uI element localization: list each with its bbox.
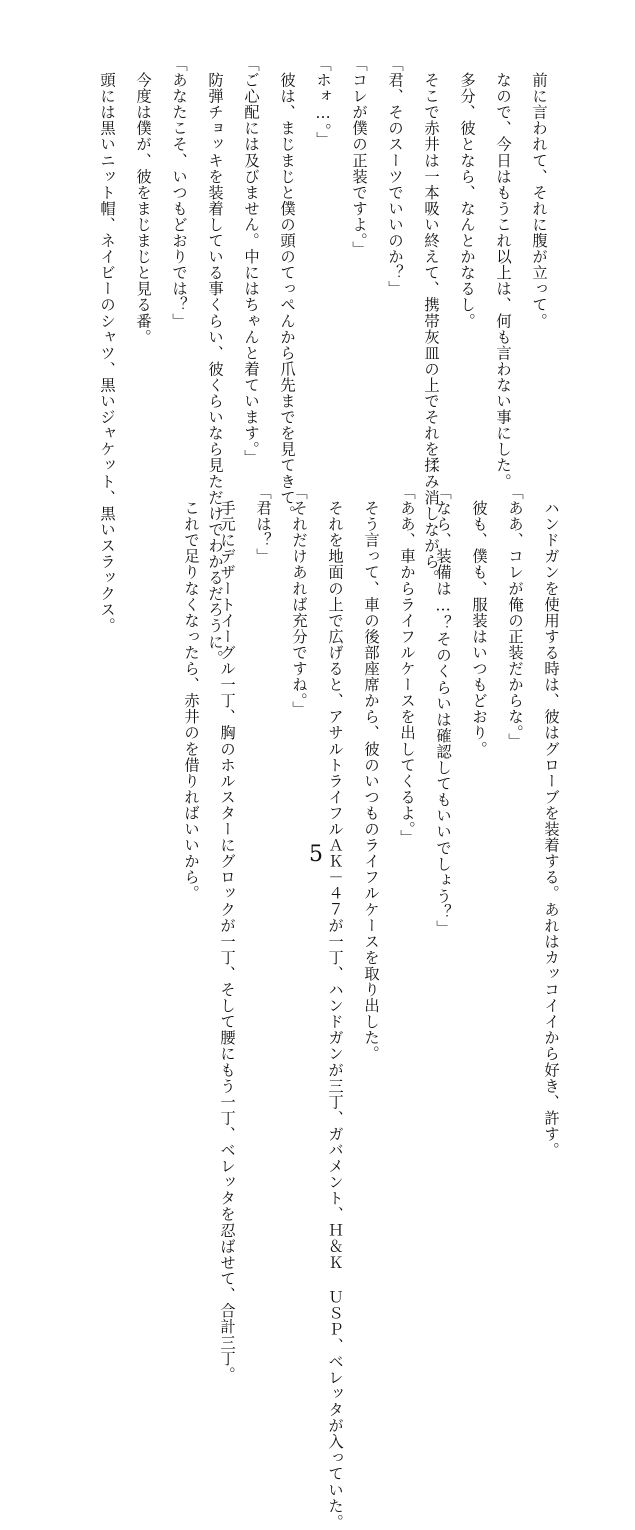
dialogue-line: 「ホォ…。」 xyxy=(314,56,332,148)
paragraph: 頭には黒いニット帽、ネイビーのシャツ、黒いジャケット、黒いスラックス。 xyxy=(98,56,116,634)
dialogue-line: 「それだけあれば充分ですね。」 xyxy=(290,484,308,718)
paragraph: 手元にデザートイーグル一丁、胸のホルスターにグロックが一丁、そして腰にもう一丁、ベレッタを忍ばせて、合計三丁。 xyxy=(218,484,236,1383)
dialogue-line: 「コレが僕の正装ですよ。」 xyxy=(350,56,368,257)
paragraph: 防弾チョッキを装着している事くらい、彼くらいなら見ただけでわかるだろうに。 xyxy=(206,56,224,666)
lower-text-block xyxy=(71,484,569,1530)
paragraph: そこで赤井は一本吸い終えて、携帯灰皿の上でそれを揉み消しながら。 xyxy=(422,56,440,586)
paragraph: ハンドガンを使用する時は、彼はグローブを装着する。あれはカッコイイから好き、許す。 xyxy=(542,484,560,1159)
dialogue-line: 「あなたこそ、いつもどおりでは？」 xyxy=(170,56,188,329)
paragraph: それを地面の上で広げると、アサルトライフルＡＫ－４７が一丁、ハンドガンが三丁、ガバメント、Ｈ＆Ｋ ＵＳＰ、ベレッタが入っていた。 xyxy=(326,484,344,1530)
paragraph: 前に言われて、それに腹が立って。 xyxy=(530,56,548,329)
paragraph: これで足りなくなったら、赤井のを借りればいいから。 xyxy=(182,484,200,902)
dialogue-line: 「ああ、車からライフルケースを出してくるよ。」 xyxy=(398,484,416,846)
dialogue-line: 「君は？」 xyxy=(254,484,272,565)
dialogue-line: 「なら、装備は…？そのくらいは確認してもいいでしょう？」 xyxy=(434,484,452,937)
dialogue-line: 「ああ、コレが俺の正装だからな。」 xyxy=(506,484,524,750)
paragraph: なので、今日はもうこれ以上は、何も言わない事にした。 xyxy=(494,56,512,490)
paragraph: そう言って、車の後部座席から、彼のいつものライフルケースを取り出した。 xyxy=(362,484,380,1062)
dialogue-line: 「ご心配には及びません。中にはちゃんと着ています。」 xyxy=(242,56,260,466)
paragraph: 彼も、僕も、服装はいつもどおり。 xyxy=(470,484,488,757)
dialogue-line: 「君、そのスーツでいいのか？」 xyxy=(386,56,404,297)
paragraph: 彼は、まじまじと僕の頭のてっぺんから爪先までを見てきて。 xyxy=(278,56,296,522)
page-number: 5 xyxy=(309,842,323,867)
paragraph: 多分、彼となら、なんとかなるし。 xyxy=(458,56,476,329)
paragraph: 今度は僕が、彼をまじまじと見る番。 xyxy=(134,56,152,345)
